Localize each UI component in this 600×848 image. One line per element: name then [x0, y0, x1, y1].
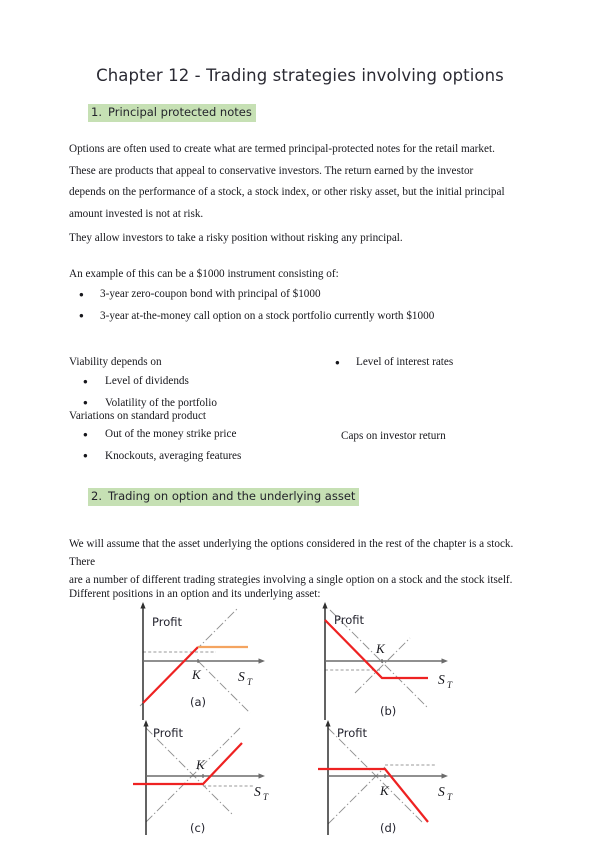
section-1-paragraph-3: An example of this can be a $1000 instrument consisting of:	[69, 268, 339, 280]
strike-label: K	[376, 641, 385, 656]
x-axis-label: S	[254, 784, 261, 799]
example-bullet-list	[69, 284, 434, 327]
variations-label: Variations on standard product	[69, 410, 207, 422]
list-item: ● Volatility of the portfolio	[69, 393, 217, 415]
figure-caption: (a)	[190, 695, 207, 709]
paragraph-line: depends on the performance of a stock, a stock index, or other risky asset, but the initial principal	[69, 186, 505, 198]
viability-label: Viability depends on	[69, 356, 162, 368]
y-axis-arrow	[140, 602, 145, 609]
payoff-diagram-grid	[120, 598, 500, 848]
section-2-heading-highlight	[88, 488, 359, 506]
payoff-diagram-a	[120, 598, 310, 723]
variations-bullet-list	[69, 424, 241, 467]
viability-right-bullet-list	[325, 352, 453, 374]
section-2-heading-text: Trading on option and the underlying asset	[108, 489, 356, 503]
section-1-heading-text: Principal protected notes	[108, 105, 252, 119]
paragraph-line: are a number of different trading strategies involving a single option on a stock and the stock itself.	[69, 574, 513, 586]
page-title: Chapter 12 - Trading strategies involving options	[96, 66, 504, 85]
section-2-paragraph-1	[69, 535, 529, 589]
figure-caption: (c)	[190, 821, 206, 835]
list-item: ● 3-year at-the-money call option on a stock portfolio currently worth $1000	[69, 306, 434, 328]
strike-label: K	[196, 757, 205, 772]
list-item: ● Level of dividends	[69, 371, 217, 393]
list-item: ● 3-year zero-coupon bond with principal of $1000	[69, 284, 434, 306]
y-axis-label: Profit	[153, 726, 183, 740]
list-item: ● Knockouts, averaging features	[69, 446, 241, 468]
section-1-heading	[88, 104, 256, 122]
section-1-heading-highlight	[88, 104, 256, 122]
x-axis-label-sub: T	[447, 680, 453, 690]
section-2-number: 2.	[91, 489, 102, 503]
x-axis-label-sub: T	[447, 792, 453, 802]
figure-caption: (d)	[380, 821, 397, 835]
variations-right-text: Caps on investor return	[341, 430, 446, 442]
section-1-paragraph-2: They allow investors to take a risky position without risking any principal.	[69, 232, 403, 244]
payoff-diagram-c	[120, 710, 310, 835]
y-axis-label: Profit	[334, 613, 364, 627]
x-axis-label: S	[238, 669, 245, 684]
y-axis-label: Profit	[152, 615, 182, 629]
y-axis-arrow	[325, 720, 330, 727]
x-axis-label-sub: T	[247, 677, 253, 687]
y-axis-arrow	[322, 602, 327, 609]
paragraph-line: Options are often used to create what are termed principal-protected notes for the retail market.	[69, 143, 495, 155]
paragraph-line: amount invested is not at risk.	[69, 207, 204, 220]
section-1-paragraph-1	[69, 139, 529, 225]
paragraph-line: These are products that appeal to conservative investors. The return earned by the investor	[69, 164, 474, 177]
y-axis-label: Profit	[337, 726, 367, 740]
y-axis-arrow	[143, 720, 148, 727]
x-axis-label-sub: T	[263, 792, 269, 802]
x-axis-arrow	[442, 773, 449, 778]
payoff-diagram-d	[310, 710, 500, 835]
figure-caption: (b)	[380, 704, 397, 718]
section-1-number: 1.	[91, 105, 102, 119]
paragraph-line: We will assume that the asset underlying the options considered in the rest of the chapter is a stock. There	[69, 538, 514, 568]
strike-label: K	[380, 783, 389, 798]
payoff-line	[318, 769, 428, 822]
list-item: ● Level of interest rates	[325, 352, 453, 374]
x-axis-arrow	[442, 658, 449, 663]
section-2-heading	[88, 488, 359, 506]
strike-label: K	[192, 667, 201, 682]
x-axis-label: S	[438, 784, 445, 799]
construction-line-down	[328, 728, 422, 822]
payoff-line	[133, 743, 242, 784]
payoff-diagram-b	[310, 598, 500, 723]
x-axis-arrow	[259, 773, 266, 778]
x-axis-label: S	[438, 672, 445, 687]
x-axis-arrow	[259, 658, 266, 663]
construction-line-down	[146, 728, 232, 814]
section-2-paragraph-2: Different positions in an option and its underlying asset:	[69, 588, 321, 600]
list-item: ● Out of the money strike price	[69, 424, 241, 446]
